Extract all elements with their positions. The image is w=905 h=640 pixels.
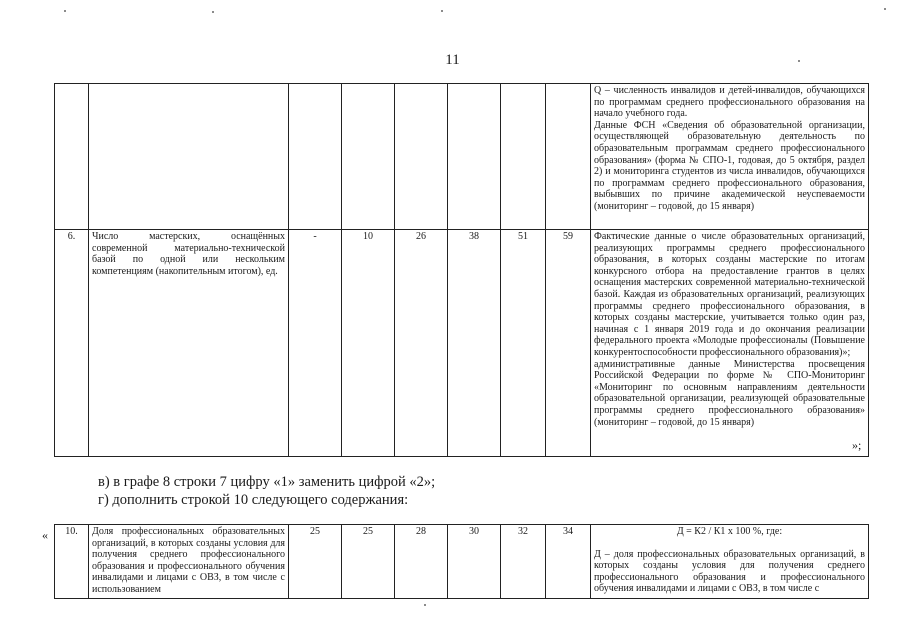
formula-text: Д = К2 / К1 х 100 %, где: [676,526,783,537]
indicators-table-bottom [54,524,869,599]
cell-value [448,84,501,230]
value-cell: 38 [448,230,501,457]
cell-num [55,84,89,230]
base-value: 25 [289,525,342,599]
methodology-text: Д – доля профессиональных образовательных организаций, в которых созданы условия для получения среднего профессионального образования и профессионального обучения инвалидами и лицами с ОВЗ, в том числе с [594,548,865,595]
indicators-table-top [54,83,869,457]
cell-name [89,84,289,230]
value-cell: 26 [395,230,448,457]
scan-speck [424,604,426,606]
cell-value [546,84,591,230]
methodology-text-2: административные данные Министерства просвещения Российской Федерации по форме № СПО-Мониторинг «Мониторинг по основным направлениям деятельности образовательной организации, реализующей образовательные программы среднего профессионального образования» (мониторинг – годовой, до 15 января) [594,358,865,428]
cell-methodology [591,230,869,457]
scan-speck [212,11,214,13]
table-row [55,84,869,230]
cell-base [289,84,342,230]
indicator-name: Доля профессиональных образовательных организаций, в которых созданы условия для получения среднего профессионального образования и профессионального обучения инвалидами и лицами с ОВЗ, в том числе с использованием [89,525,289,599]
scan-speck [441,10,443,12]
cell-value [342,84,395,230]
value-cell: 28 [395,525,448,599]
table-row [55,230,869,457]
methodology-q-text: Q – численность инвалидов и детей-инвалидов, обучающихся по программам среднего профессионального образования на начало учебного года. [594,85,865,120]
instruction-line-v: в) в графе 8 строки 7 цифру «1» заменить цифрой «2»; [98,474,436,490]
row-number: 6. [55,230,89,457]
value-cell: 59 [546,230,591,457]
methodology-fsn-text: Данные ФСН «Сведения об образовательной организации, осуществляющей образовательную деятельность по образовательным программам среднего профессионального образования» (форма № СПО-1, годовая, до 5 октября, раздел 2) и мониторинга студентов из числа инвалидов, обучающихся по программам среднего профессионального образования, выбывших по причине академической неуспеваемости (мониторинг – годовой, до 15 января) [594,119,865,212]
scan-speck [884,8,886,10]
page-number: 11 [445,52,460,68]
base-value: - [289,230,342,457]
value-cell: 51 [501,230,546,457]
row-number: 10. [55,525,89,599]
cell-value [501,84,546,230]
closing-quote-mark: »; [852,438,862,452]
methodology-text-1: Фактические данные о числе образовательных организаций, реализующих программы среднего профессионального образования, в которых созданы мастерские по итогам конкурсного отбора на предоставление грантов в целях оснащения мастерских современной материально-технической базой. Каждая из образовательных организаций, реализующих программы среднего профессионального образования, в которых созданы мастерские, учитывается только один раз, начиная с 1 января 2019 года и до окончания реализации федерального проекта «Молодые профессионалы (Повышение конкурентоспособности профессионального образования)»; [594,231,865,358]
scan-speck [798,60,800,62]
table-row [55,525,869,599]
instruction-line-g: г) дополнить строкой 10 следующего содержания: [98,492,409,508]
indicator-name: Число мастерских, оснащённых современной материально-технической базой по одной или нескольким компетенциям (накопительным итогом), ед. [89,230,289,457]
opening-quote-mark: « [42,528,48,542]
value-cell: 30 [448,525,501,599]
cell-value [395,84,448,230]
cell-methodology [591,525,869,599]
scan-speck [64,10,66,12]
value-cell: 32 [501,525,546,599]
cell-methodology [591,84,869,230]
value-cell: 25 [342,525,395,599]
value-cell: 34 [546,525,591,599]
value-cell: 10 [342,230,395,457]
